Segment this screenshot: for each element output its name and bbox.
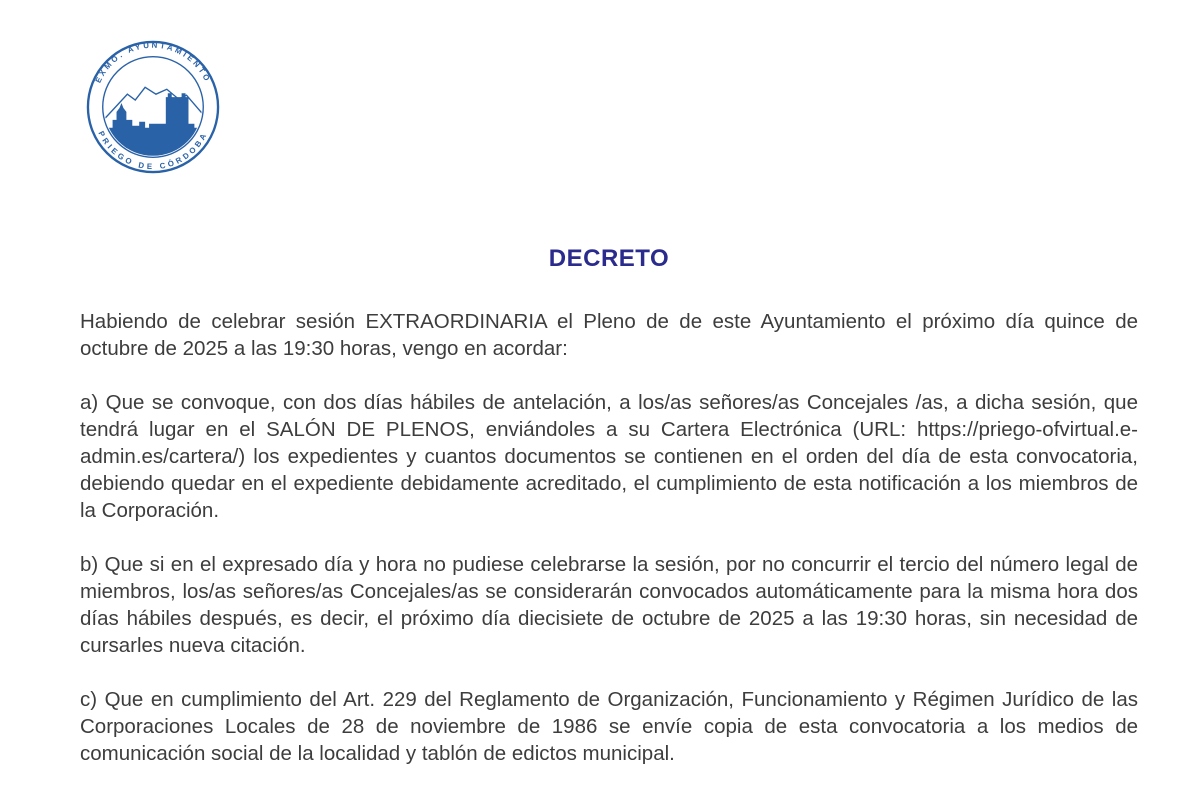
seal-top-arc-text: EXMO. AYUNTAMIENTO — [93, 40, 213, 85]
town-seal-icon — [84, 32, 222, 182]
document-title: DECRETO — [548, 245, 670, 272]
municipal-seal — [84, 32, 222, 182]
paragraph-a: a) Que se convoque, con dos días hábiles de antelación, a los/as señores/as Concejales /as, a dicha sesión, que tendrá lugar en el SALÓN DE PLENOS, enviándoles a su Cartera Electrónica (URL: https://priego-ofvirtual.e-admin.es/cartera/) los expedientes y cuantos documentos se contienen en el orden del día de esta convocatoria, debiendo quedar en el expediente debidamente acreditado, el cumplimiento de esta notificación a los miembros de la Corporación. — [80, 391, 1138, 522]
seal-bottom-arc-text: PRIEGO DE CÓRDOBA — [96, 129, 210, 172]
paragraph-b: b) Que si en el expresado día y hora no pudiese celebrarse la sesión, por no concurrir el tercio del número legal de miembros, los/as señores/as Concejales/as se considerarán convocados automáticamente para la misma hora dos días hábiles después, es decir, el próximo día diecisiete de octubre de 2025 a las 19:30 horas, sin necesidad de cursarles nueva citación. — [80, 553, 1138, 657]
paragraph-c: c) Que en cumplimiento del Art. 229 del Reglamento de Organización, Funcionamiento y Régimen Jurídico de las Corporaciones Locales de 28 de noviembre de 1986 se envíe copia de esta convocatoria a los medios de comunicación social de la localidad y tablón de edictos municipal. — [80, 688, 1138, 765]
paragraph-intro: Habiendo de celebrar sesión EXTRAORDINARIA el Pleno de de este Ayuntamiento el próximo día quince de octubre de 2025 a las 19:30 horas, vengo en acordar: — [80, 310, 1138, 360]
